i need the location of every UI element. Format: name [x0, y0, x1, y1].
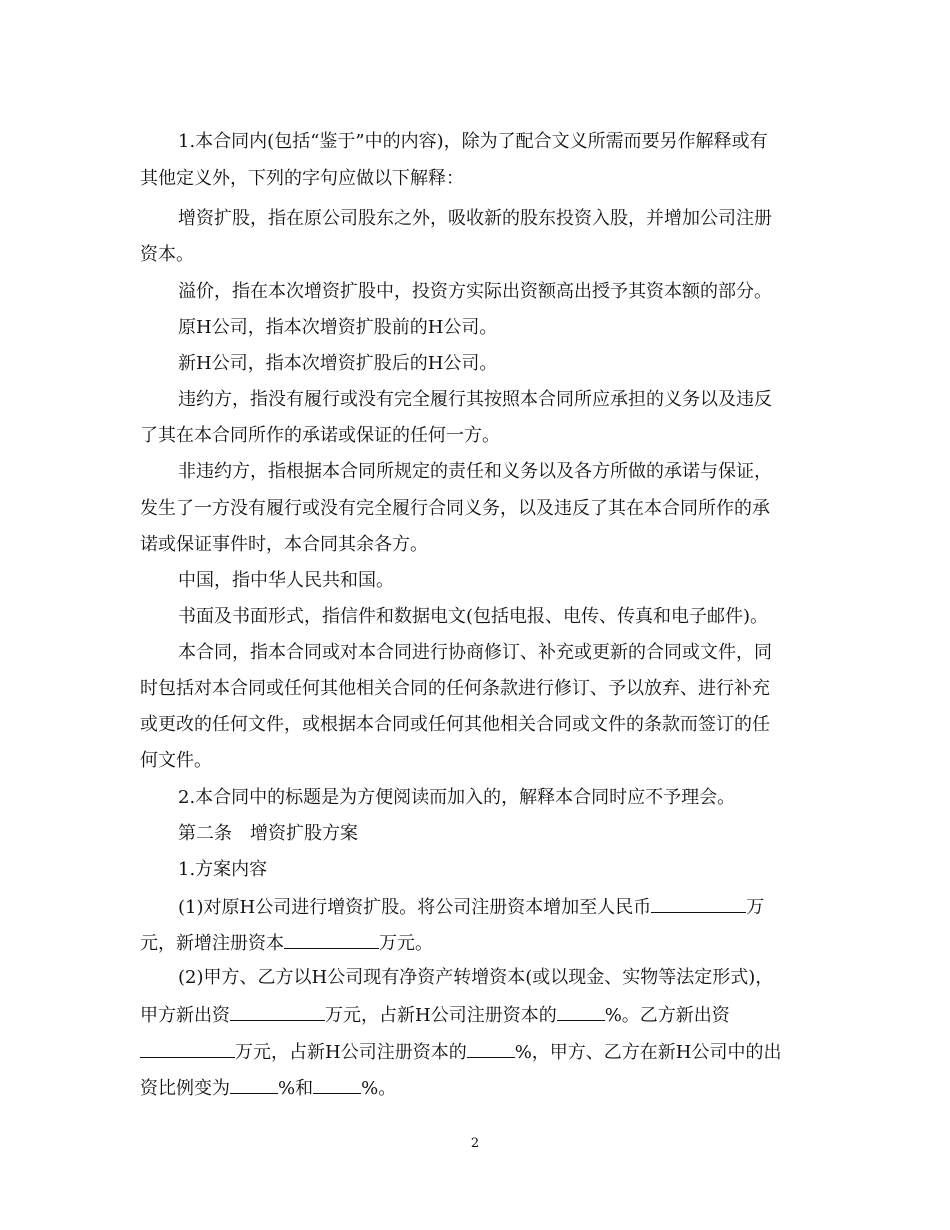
fill-in-blank[interactable] — [651, 894, 746, 913]
line-text: 甲方新出资 — [140, 1005, 230, 1026]
fill-in-blank[interactable] — [313, 1075, 361, 1094]
paragraph-line: 中国，指中华人民共和国。 — [178, 570, 394, 591]
page-number: 2 — [470, 1136, 480, 1151]
fill-in-blank[interactable] — [140, 1039, 235, 1058]
paragraph-line: 诺或保证事件时，本合同其余各方。 — [140, 534, 428, 555]
paragraph-line: 本合同，指本合同或对本合同进行协商修订、补充或更新的合同或文件，同 — [178, 642, 772, 663]
line-text: 万元，占新H公司注册资本的 — [325, 1005, 557, 1026]
line-text: %。 — [361, 1078, 397, 1099]
paragraph-line — [178, 894, 764, 920]
paragraph-line: 违约方，指没有履行或没有完全履行其按照本合同所应承担的义务以及违反 — [178, 389, 772, 410]
line-text: %和 — [278, 1078, 314, 1099]
fill-in-blank[interactable] — [467, 1039, 515, 1058]
paragraph-line: 1.本合同内(包括“鉴于”中的内容)，除为了配合文义所需而要另作解释或有 — [178, 131, 768, 152]
paragraph-line: 增资扩股，指在原公司股东之外，吸收新的股东投资入股，并增加公司注册 — [178, 208, 772, 229]
paragraph-line: 或更改的任何文件，或根据本合同或任何其他相关合同或文件的条款而签订的任 — [140, 714, 770, 735]
paragraph-line: 书面及书面形式，指信件和数据电文(包括电报、电传、传真和电子邮件)。 — [178, 606, 769, 627]
paragraph-line: 发生了一方没有履行或没有完全履行合同义务，以及违反了其在本合同所作的承 — [140, 498, 770, 519]
paragraph-line: 非违约方，指根据本合同所规定的责任和义务以及各方所做的承诺与保证， — [178, 461, 772, 482]
paragraph-line: (2)甲方、乙方以H公司现有净资产转增资本(或以现金、实物等法定形式)， — [178, 967, 774, 988]
fill-in-blank[interactable] — [230, 1002, 325, 1021]
paragraph-line — [140, 1075, 396, 1101]
paragraph-line — [140, 1039, 782, 1065]
paragraph-line: 了其在本合同所作的承诺或保证的任何一方。 — [140, 425, 500, 446]
line-text: (1)对原H公司进行增资扩股。将公司注册资本增加至人民币 — [178, 897, 652, 918]
paragraph-line: 其他定义外，下列的字句应做以下解释： — [140, 168, 464, 189]
fill-in-blank[interactable] — [557, 1002, 605, 1021]
line-text: 元，新增注册资本 — [140, 933, 284, 954]
line-text: 万元。 — [379, 933, 433, 954]
line-text: %，甲方、乙方在新H公司中的出 — [514, 1042, 782, 1063]
subsection-heading: 1.方案内容 — [178, 859, 268, 880]
paragraph-line — [140, 1002, 730, 1028]
paragraph-line: 资本。 — [140, 244, 194, 265]
line-text: %。乙方新出资 — [604, 1005, 730, 1026]
paragraph-line: 原H公司，指本次增资扩股前的H公司。 — [178, 317, 498, 338]
line-text: 万元，占新H公司注册资本的 — [235, 1042, 467, 1063]
fill-in-blank[interactable] — [230, 1075, 278, 1094]
line-text: 资比例变为 — [140, 1078, 230, 1099]
paragraph-line: 时包括对本合同或任何其他相关合同的任何条款进行修订、予以放弃、进行补充 — [140, 678, 770, 699]
paragraph-line: 溢价，指在本次增资扩股中，投资方实际出资额高出授予其资本额的部分。 — [178, 281, 772, 302]
fill-in-blank[interactable] — [284, 930, 379, 949]
paragraph-line: 2.本合同中的标题是为方便阅读而加入的，解释本合同时应不予理会。 — [178, 787, 736, 808]
line-text: 万 — [746, 897, 765, 918]
section-heading: 第二条 增资扩股方案 — [178, 823, 358, 844]
paragraph-line: 新H公司，指本次增资扩股后的H公司。 — [178, 353, 498, 374]
paragraph-line: 何文件。 — [140, 750, 212, 771]
paragraph-line — [140, 930, 433, 956]
